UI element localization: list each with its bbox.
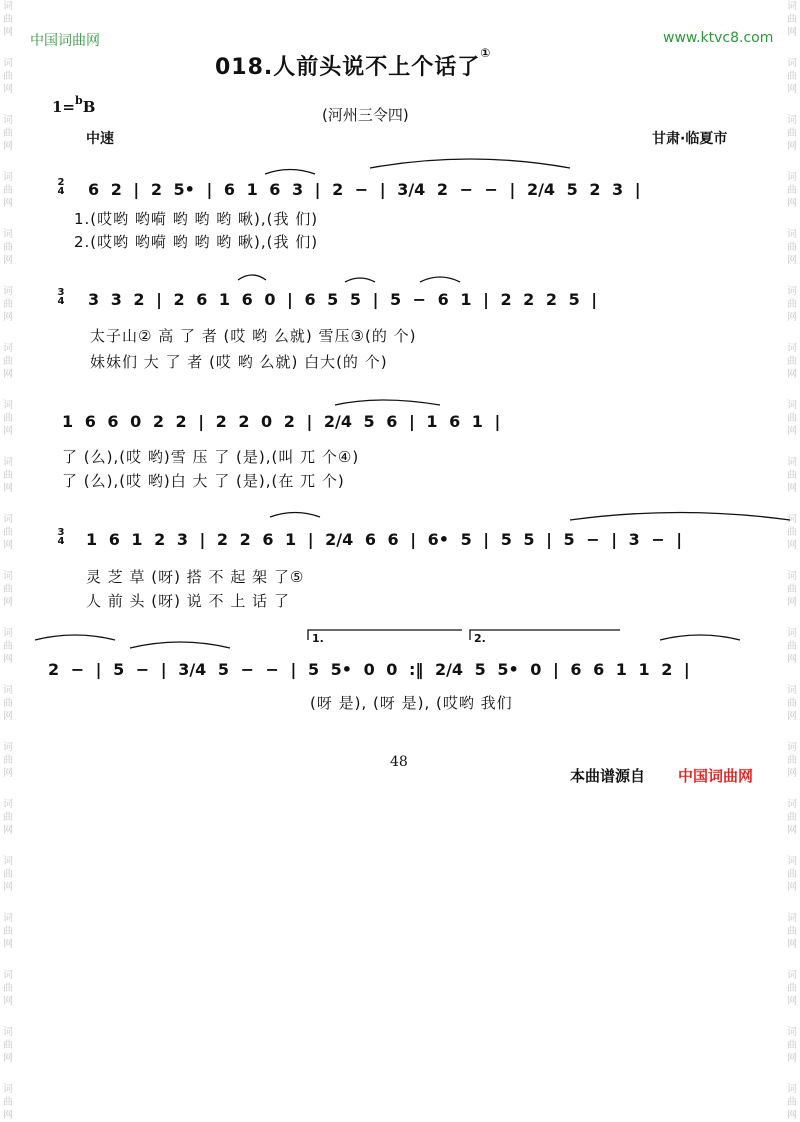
- watermark-glyph: 曲: [787, 356, 797, 367]
- watermark-glyph: 词: [3, 229, 13, 240]
- watermark-glyph: 网: [787, 198, 797, 209]
- watermark-glyph: 词: [787, 286, 797, 297]
- key-prefix: 1=: [52, 98, 76, 116]
- watermark-glyph: 词: [3, 628, 13, 639]
- watermark-glyph: 曲: [787, 812, 797, 823]
- watermark-glyph: 曲: [787, 413, 797, 424]
- watermark-glyph: 曲: [3, 242, 13, 253]
- watermark-glyph: 网: [787, 1053, 797, 1064]
- watermark-glyph: 网: [787, 882, 797, 893]
- site-url-right: www.ktvc8.com: [663, 30, 774, 46]
- watermark-glyph: 曲: [787, 755, 797, 766]
- watermark-glyph: 词: [787, 514, 797, 525]
- slur-arc: [570, 513, 790, 521]
- notation-row-1: 6 2 | 2 5• | 6 1 6 3 | 2 − | 3/4 2 − − | 2/4 5 2 3 |: [88, 180, 641, 199]
- site-name-left: 中国词曲网: [30, 33, 100, 49]
- slur-arc: [345, 278, 375, 282]
- watermark-glyph: 词: [3, 856, 13, 867]
- watermark-glyph: 曲: [787, 14, 797, 25]
- watermark-glyph: 网: [3, 1053, 13, 1064]
- tempo-marking: 中速: [86, 131, 114, 147]
- lyric-row-3-verse-1: 了 (么),(哎 哟)雪 压 了 (是),(叫 兀 个④): [62, 448, 360, 466]
- notation-row-5: 2 − | 5 − | 3/4 5 − − | 5 5• 0 0 :‖ 2/4 5 5• 0 | 6 6 1 1 2 |: [48, 660, 690, 679]
- time-sig-bottom: 4: [57, 296, 65, 307]
- watermark-glyph: 词: [787, 742, 797, 753]
- watermark-glyph: 词: [787, 172, 797, 183]
- lyric-row-4-verse-1: 灵 芝 草 (呀) 搭 不 起 架 了⑤: [86, 568, 305, 586]
- watermark-glyph: 曲: [787, 470, 797, 481]
- slur-arc: [130, 642, 230, 648]
- watermark-glyph: 网: [3, 426, 13, 437]
- song-title-text: 018.人前头说不上个话了: [215, 55, 481, 80]
- region-label: 甘肃·临夏市: [652, 131, 728, 147]
- slur-arc: [660, 635, 740, 640]
- slur-arc: [270, 513, 320, 518]
- watermark-glyph: 网: [3, 882, 13, 893]
- watermark-glyph: 曲: [3, 71, 13, 82]
- watermark-glyph: 网: [3, 312, 13, 323]
- watermark-glyph: 网: [787, 255, 797, 266]
- watermark-glyph: 网: [3, 768, 13, 779]
- notation-row-3: 1 6 6 0 2 2 | 2 2 0 2 | 2/4 5 6 | 1 6 1 |: [62, 412, 501, 431]
- slur-arc: [370, 159, 570, 168]
- watermark-glyph: 词: [787, 115, 797, 126]
- watermark-glyph: 曲: [3, 641, 13, 652]
- watermark-glyph: 网: [3, 597, 13, 608]
- watermark-glyph: 词: [3, 457, 13, 468]
- watermark-glyph: 曲: [787, 698, 797, 709]
- watermark-glyph: 词: [3, 970, 13, 981]
- watermark-glyph: 曲: [787, 869, 797, 880]
- watermark-glyph: 词: [787, 628, 797, 639]
- watermark-glyph: 曲: [3, 1040, 13, 1051]
- watermark-glyph: 曲: [3, 1097, 13, 1108]
- watermark-glyph: 曲: [787, 299, 797, 310]
- watermark-glyph: 词: [787, 571, 797, 582]
- time-sig-top: 3: [57, 527, 65, 538]
- watermark-glyph: 词: [3, 1027, 13, 1038]
- notation-row-4: 1 6 1 2 3 | 2 2 6 1 | 2/4 6 6 | 6• 5 | 5 5 | 5 − | 3 − |: [86, 530, 683, 549]
- time-sig-bottom: 4: [57, 186, 65, 197]
- watermark-glyph: 词: [3, 115, 13, 126]
- song-subtitle: (河州三令四): [322, 106, 409, 124]
- watermark-glyph: 曲: [787, 71, 797, 82]
- lyric-row-4-verse-2: 人 前 头 (呀) 说 不 上 话 了: [86, 592, 290, 610]
- watermark-glyph: 曲: [3, 128, 13, 139]
- lyric-row-1-verse-2: 2.(哎哟 哟嗬 哟 哟 哟 啾),(我 们): [74, 233, 319, 251]
- watermark-glyph: 词: [787, 1, 797, 12]
- watermark-glyph: 词: [787, 799, 797, 810]
- watermark-glyph: 词: [787, 970, 797, 981]
- watermark-glyph: 词: [3, 742, 13, 753]
- notation-row-2: 3 3 2 | 2 6 1 6 0 | 6 5 5 | 5 − 6 1 | 2 2 2 5 |: [88, 290, 598, 309]
- watermark-glyph: 词: [3, 400, 13, 411]
- watermark-glyph: 词: [787, 400, 797, 411]
- watermark-glyph: 词: [3, 1, 13, 12]
- time-sig-row2: [56, 288, 66, 306]
- watermark-glyph: 网: [3, 939, 13, 950]
- lyric-row-3-verse-2: 了 (么),(哎 哟)白 大 了 (是),(在 兀 个): [62, 472, 345, 490]
- lyric-row-2-verse-1: 太子山② 高 了 者 (哎 哟 么就) 雪压③(的 个): [90, 327, 417, 345]
- watermark-glyph: 曲: [3, 299, 13, 310]
- watermark-glyph: 曲: [3, 926, 13, 937]
- watermark-glyph: 网: [3, 1110, 13, 1121]
- watermark-glyph: 网: [3, 84, 13, 95]
- watermark-glyph: 网: [3, 27, 13, 38]
- watermark-glyph: 网: [787, 654, 797, 665]
- watermark-glyph: 词: [3, 571, 13, 582]
- time-sig-bottom: 4: [57, 536, 65, 547]
- source-site: 中国词曲网: [678, 767, 754, 785]
- watermark-glyph: 曲: [3, 527, 13, 538]
- watermark-glyph: 词: [787, 58, 797, 69]
- watermark-glyph: 词: [787, 913, 797, 924]
- watermark-glyph: 词: [787, 685, 797, 696]
- watermark-glyph: 网: [787, 540, 797, 551]
- watermark-glyph: 网: [787, 825, 797, 836]
- volta-bracket-2: [470, 630, 620, 640]
- watermark-glyph: 词: [3, 58, 13, 69]
- lyric-row-1-verse-1: 1.(哎哟 哟嗬 哟 哟 哟 啾),(我 们): [74, 210, 319, 228]
- watermark-glyph: 网: [787, 27, 797, 38]
- watermark-glyph: 网: [3, 711, 13, 722]
- lyric-row-2-verse-2: 妹妹们 大 了 者 (哎 哟 么就) 白大(的 个): [90, 353, 388, 371]
- page-number: 48: [390, 754, 408, 770]
- watermark-glyph: 网: [787, 711, 797, 722]
- watermark-glyph: 网: [787, 84, 797, 95]
- slur-arc: [35, 635, 115, 640]
- watermark-glyph: 网: [787, 312, 797, 323]
- watermark-glyph: 曲: [787, 584, 797, 595]
- source-label: 本曲谱源自: [570, 767, 646, 785]
- watermark-glyph: 网: [3, 483, 13, 494]
- watermark-glyph: 词: [3, 286, 13, 297]
- time-sig-top: 2: [57, 177, 65, 188]
- watermark-glyph: 曲: [787, 242, 797, 253]
- watermark-glyph: 曲: [787, 1040, 797, 1051]
- watermark-glyph: 词: [3, 514, 13, 525]
- watermark-glyph: 曲: [3, 185, 13, 196]
- watermark-glyph: 网: [3, 141, 13, 152]
- watermark-glyph: 词: [3, 913, 13, 924]
- watermark-glyph: 网: [787, 996, 797, 1007]
- watermark-glyph: 曲: [3, 755, 13, 766]
- watermark-glyph: 网: [3, 540, 13, 551]
- volta-label-1: 1.: [312, 632, 324, 645]
- watermark-glyph: 曲: [787, 527, 797, 538]
- watermark-glyph: 曲: [3, 584, 13, 595]
- watermark-glyph: 词: [787, 343, 797, 354]
- watermark-glyph: 网: [787, 426, 797, 437]
- watermark-glyph: 曲: [3, 470, 13, 481]
- watermark-glyph: 曲: [787, 641, 797, 652]
- watermark-glyph: 曲: [787, 1097, 797, 1108]
- watermark-glyph: 词: [787, 457, 797, 468]
- watermark-glyph: 网: [787, 939, 797, 950]
- watermark-glyph: 曲: [3, 14, 13, 25]
- slur-arc: [335, 400, 440, 405]
- watermark-glyph: 网: [3, 255, 13, 266]
- watermark-glyph: 网: [3, 369, 13, 380]
- watermark-glyph: 曲: [3, 983, 13, 994]
- watermark-glyph: 词: [787, 229, 797, 240]
- watermark-glyph: 曲: [3, 356, 13, 367]
- watermark-glyph: 曲: [787, 926, 797, 937]
- watermark-glyph: 网: [3, 654, 13, 665]
- watermark-glyph: 词: [3, 1084, 13, 1095]
- watermark-glyph: 网: [787, 369, 797, 380]
- watermark-glyph: 曲: [3, 698, 13, 709]
- watermark-glyph: 词: [3, 685, 13, 696]
- watermark-glyph: 网: [3, 198, 13, 209]
- watermark-glyph: 曲: [787, 983, 797, 994]
- lyric-row-5: (呀 是), (呀 是), (哎哟 我们: [310, 694, 513, 712]
- watermark-glyph: 曲: [3, 812, 13, 823]
- volta-bracket-1: [308, 630, 462, 640]
- time-sig-row1: [56, 178, 66, 196]
- title-footnote-mark: ①: [480, 46, 492, 60]
- watermark-glyph: 曲: [787, 128, 797, 139]
- watermark-glyph: 网: [3, 996, 13, 1007]
- watermark-glyph: 网: [787, 141, 797, 152]
- key-flat: b: [75, 94, 83, 107]
- watermark-glyph: 词: [3, 172, 13, 183]
- slur-arc: [420, 277, 460, 282]
- watermark-glyph: 网: [787, 768, 797, 779]
- watermark-glyph: 词: [3, 799, 13, 810]
- slur-arc: [238, 275, 266, 280]
- watermark-glyph: 词: [787, 1027, 797, 1038]
- key-note: B: [82, 98, 96, 116]
- watermark-glyph: 网: [787, 483, 797, 494]
- watermark-glyph: 曲: [3, 869, 13, 880]
- time-sig-top: 3: [57, 287, 65, 298]
- watermark-glyph: 网: [3, 825, 13, 836]
- watermark-glyph: 网: [787, 597, 797, 608]
- watermark-glyph: 词: [3, 343, 13, 354]
- time-sig-row4: [56, 528, 66, 546]
- volta-label-2: 2.: [474, 632, 486, 645]
- watermark-glyph: 曲: [3, 413, 13, 424]
- watermark-glyph: 词: [787, 1084, 797, 1095]
- watermark-glyph: 曲: [787, 185, 797, 196]
- slur-arc: [265, 170, 315, 175]
- watermark-glyph: 词: [787, 856, 797, 867]
- watermark-glyph: 网: [787, 1110, 797, 1121]
